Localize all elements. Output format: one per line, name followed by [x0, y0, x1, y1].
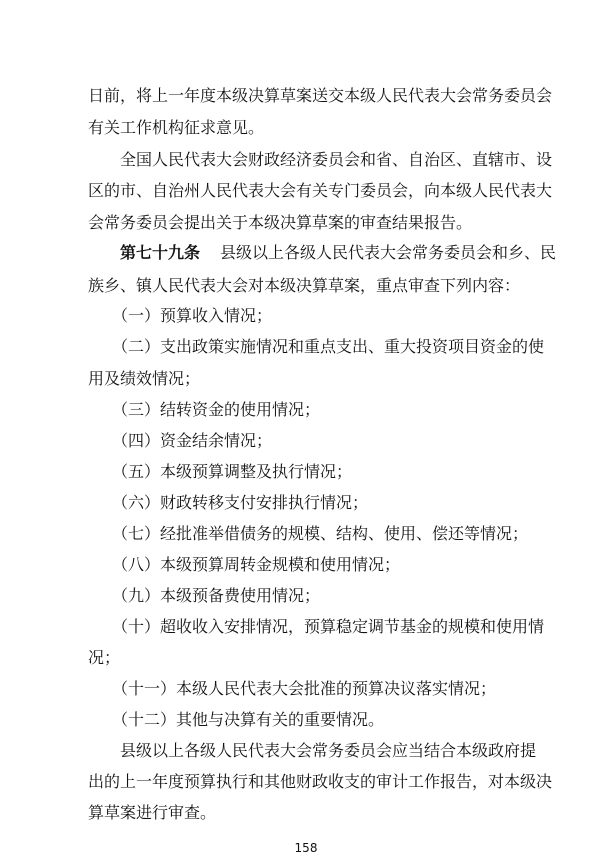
- article-number: [120, 243, 210, 263]
- list-item-continuation: 用及绩效情况；: [88, 369, 201, 388]
- list-item: （十二）其他与决算有关的重要情况。: [112, 710, 385, 729]
- list-item-continuation: 况；: [88, 648, 121, 667]
- list-item: （一）预算收入情况；: [112, 306, 273, 325]
- text-line: 会常务委员会提出关于本级决算草案的审查结果报告。: [88, 213, 473, 232]
- text-line: 有关工作机构征求意见。: [88, 118, 265, 137]
- list-item: （二）支出政策实施情况和重点支出、重大投资项目资金的使: [112, 337, 545, 356]
- list-item: （三）结转资金的使用情况；: [112, 400, 321, 419]
- text-line: 县级以上各级人民代表大会常务委员会和乡、民: [220, 243, 557, 262]
- text-line: 县级以上各级人民代表大会常务委员会应当结合本级政府提: [120, 741, 537, 760]
- list-item: （十一）本级人民代表大会批准的预算决议落实情况；: [112, 679, 497, 698]
- text-line: 出的上一年度预算执行和其他财政收支的审计工作报告，对本级决: [88, 772, 553, 791]
- page-number: 158: [294, 841, 318, 855]
- list-item: （四）资金结余情况；: [112, 431, 273, 450]
- list-item: （五）本级预算调整及执行情况；: [112, 462, 353, 481]
- article-label: 第七十九条: [120, 243, 201, 262]
- list-item: （八）本级预算周转金规模和使用情况；: [112, 555, 401, 574]
- list-item: （九）本级预备费使用情况；: [112, 586, 321, 605]
- list-item: （六）财政转移支付安排执行情况；: [112, 493, 369, 512]
- text-line: 族乡、镇人民代表大会对本级决算草案，重点审查下列内容：: [88, 276, 521, 295]
- text-line: 算草案进行审查。: [88, 803, 217, 822]
- text-line: 日前，将上一年度本级决算草案送交本级人民代表大会常务委员会: [88, 86, 553, 105]
- text-line: 全国人民代表大会财政经济委员会和省、自治区、直辖市、设: [120, 150, 553, 169]
- list-item: （七）经批准举借债务的规模、结构、使用、偿还等情况；: [112, 524, 529, 543]
- text-line: 区的市、自治州人民代表大会有关专门委员会，向本级人民代表大: [88, 181, 553, 200]
- list-item: （十）超收收入安排情况，预算稳定调节基金的规模和使用情: [112, 617, 545, 636]
